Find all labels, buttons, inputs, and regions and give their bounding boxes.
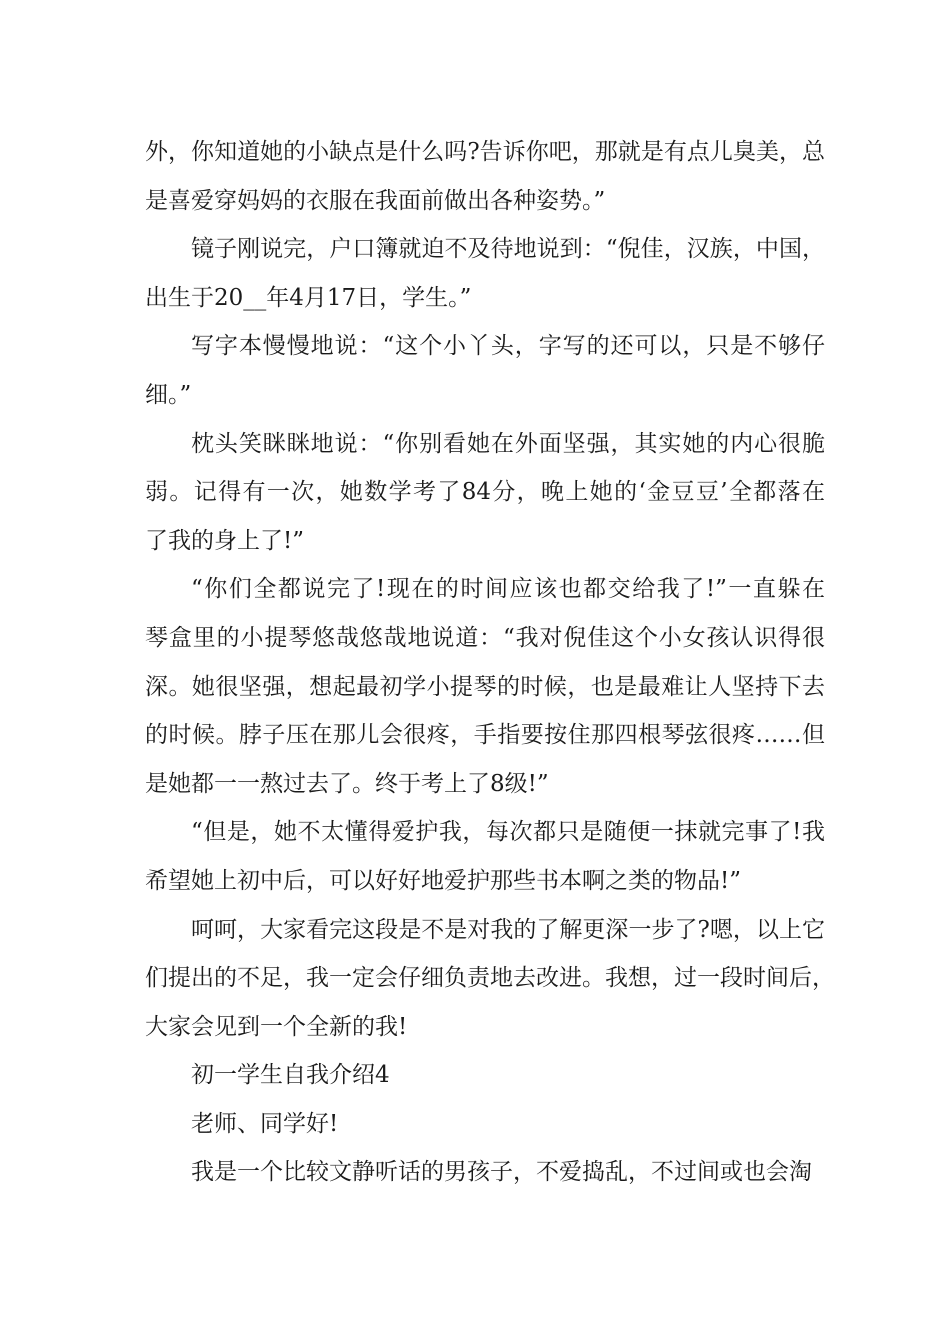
paragraph <box>145 906 835 1052</box>
text-line: 弱。记得有一次，她数学考了84分，晚上她的‘金豆豆’全都落在 <box>145 479 825 506</box>
text-line: 是喜爱穿妈妈的衣服在我面前做出各种姿势。” <box>145 187 606 214</box>
paragraph <box>145 1148 825 1197</box>
text-line: 写字本慢慢地说：“这个小丫头，字写的还可以，只是不够仔 <box>191 333 825 360</box>
text-line: 们提出的不足，我一定会仔细负责地去改进。我想，过一段时间后， <box>145 965 835 992</box>
paragraph <box>145 565 825 808</box>
text-line: 的时候。脖子压在那儿会很疼，手指要按住那四根琴弦很疼……但 <box>145 722 825 749</box>
text-line: 我是一个比较文静听话的男孩子，不爱捣乱，不过间或也会淘 <box>191 1159 812 1186</box>
paragraph <box>145 1051 825 1100</box>
text-line: 外，你知道她的小缺点是什么吗?告诉你吧，那就是有点儿臭美，总 <box>145 139 825 165</box>
text-line: 琴盒里的小提琴悠哉悠哉地说道：“我对倪佳这个小女孩认识得很 <box>145 624 825 651</box>
document-body <box>145 128 835 1197</box>
text-line: 希望她上初中后，可以好好地爱护那些书本啊之类的物品!” <box>145 867 742 894</box>
text-line: 呵呵，大家看完这段是不是对我的了解更深一步了?嗯，以上它 <box>191 916 825 943</box>
text-line: 出生于20__年4月17日，学生。” <box>145 284 472 311</box>
text-line: “但是，她不太懂得爱护我，每次都只是随便一抹就完事了!我 <box>191 819 825 846</box>
text-line: 是她都一一熬过去了。终于考上了8级!” <box>145 770 549 797</box>
paragraph <box>145 128 825 225</box>
text-line: 初一学生自我介绍4 <box>191 1062 390 1089</box>
paragraph <box>145 420 825 566</box>
text-line: 大家会见到一个全新的我! <box>145 1013 408 1040</box>
text-line: 枕头笑眯眯地说：“你别看她在外面坚强，其实她的内心很脆 <box>191 430 825 457</box>
text-line: “你们全都说完了!现在的时间应该也都交给我了!”一直躲在 <box>191 576 825 603</box>
paragraph <box>145 322 825 419</box>
text-line: 细。” <box>145 381 192 408</box>
text-line: 镜子刚说完，户口簿就迫不及待地说到：“倪佳，汉族，中国， <box>191 236 825 263</box>
text-line: 深。她很坚强，想起最初学小提琴的时候，也是最难让人坚持下去 <box>145 673 825 700</box>
paragraph <box>145 1100 825 1149</box>
text-line: 了我的身上了!” <box>145 527 305 554</box>
paragraph <box>145 225 825 322</box>
paragraph <box>145 808 825 905</box>
text-line: 老师、同学好! <box>191 1110 339 1137</box>
